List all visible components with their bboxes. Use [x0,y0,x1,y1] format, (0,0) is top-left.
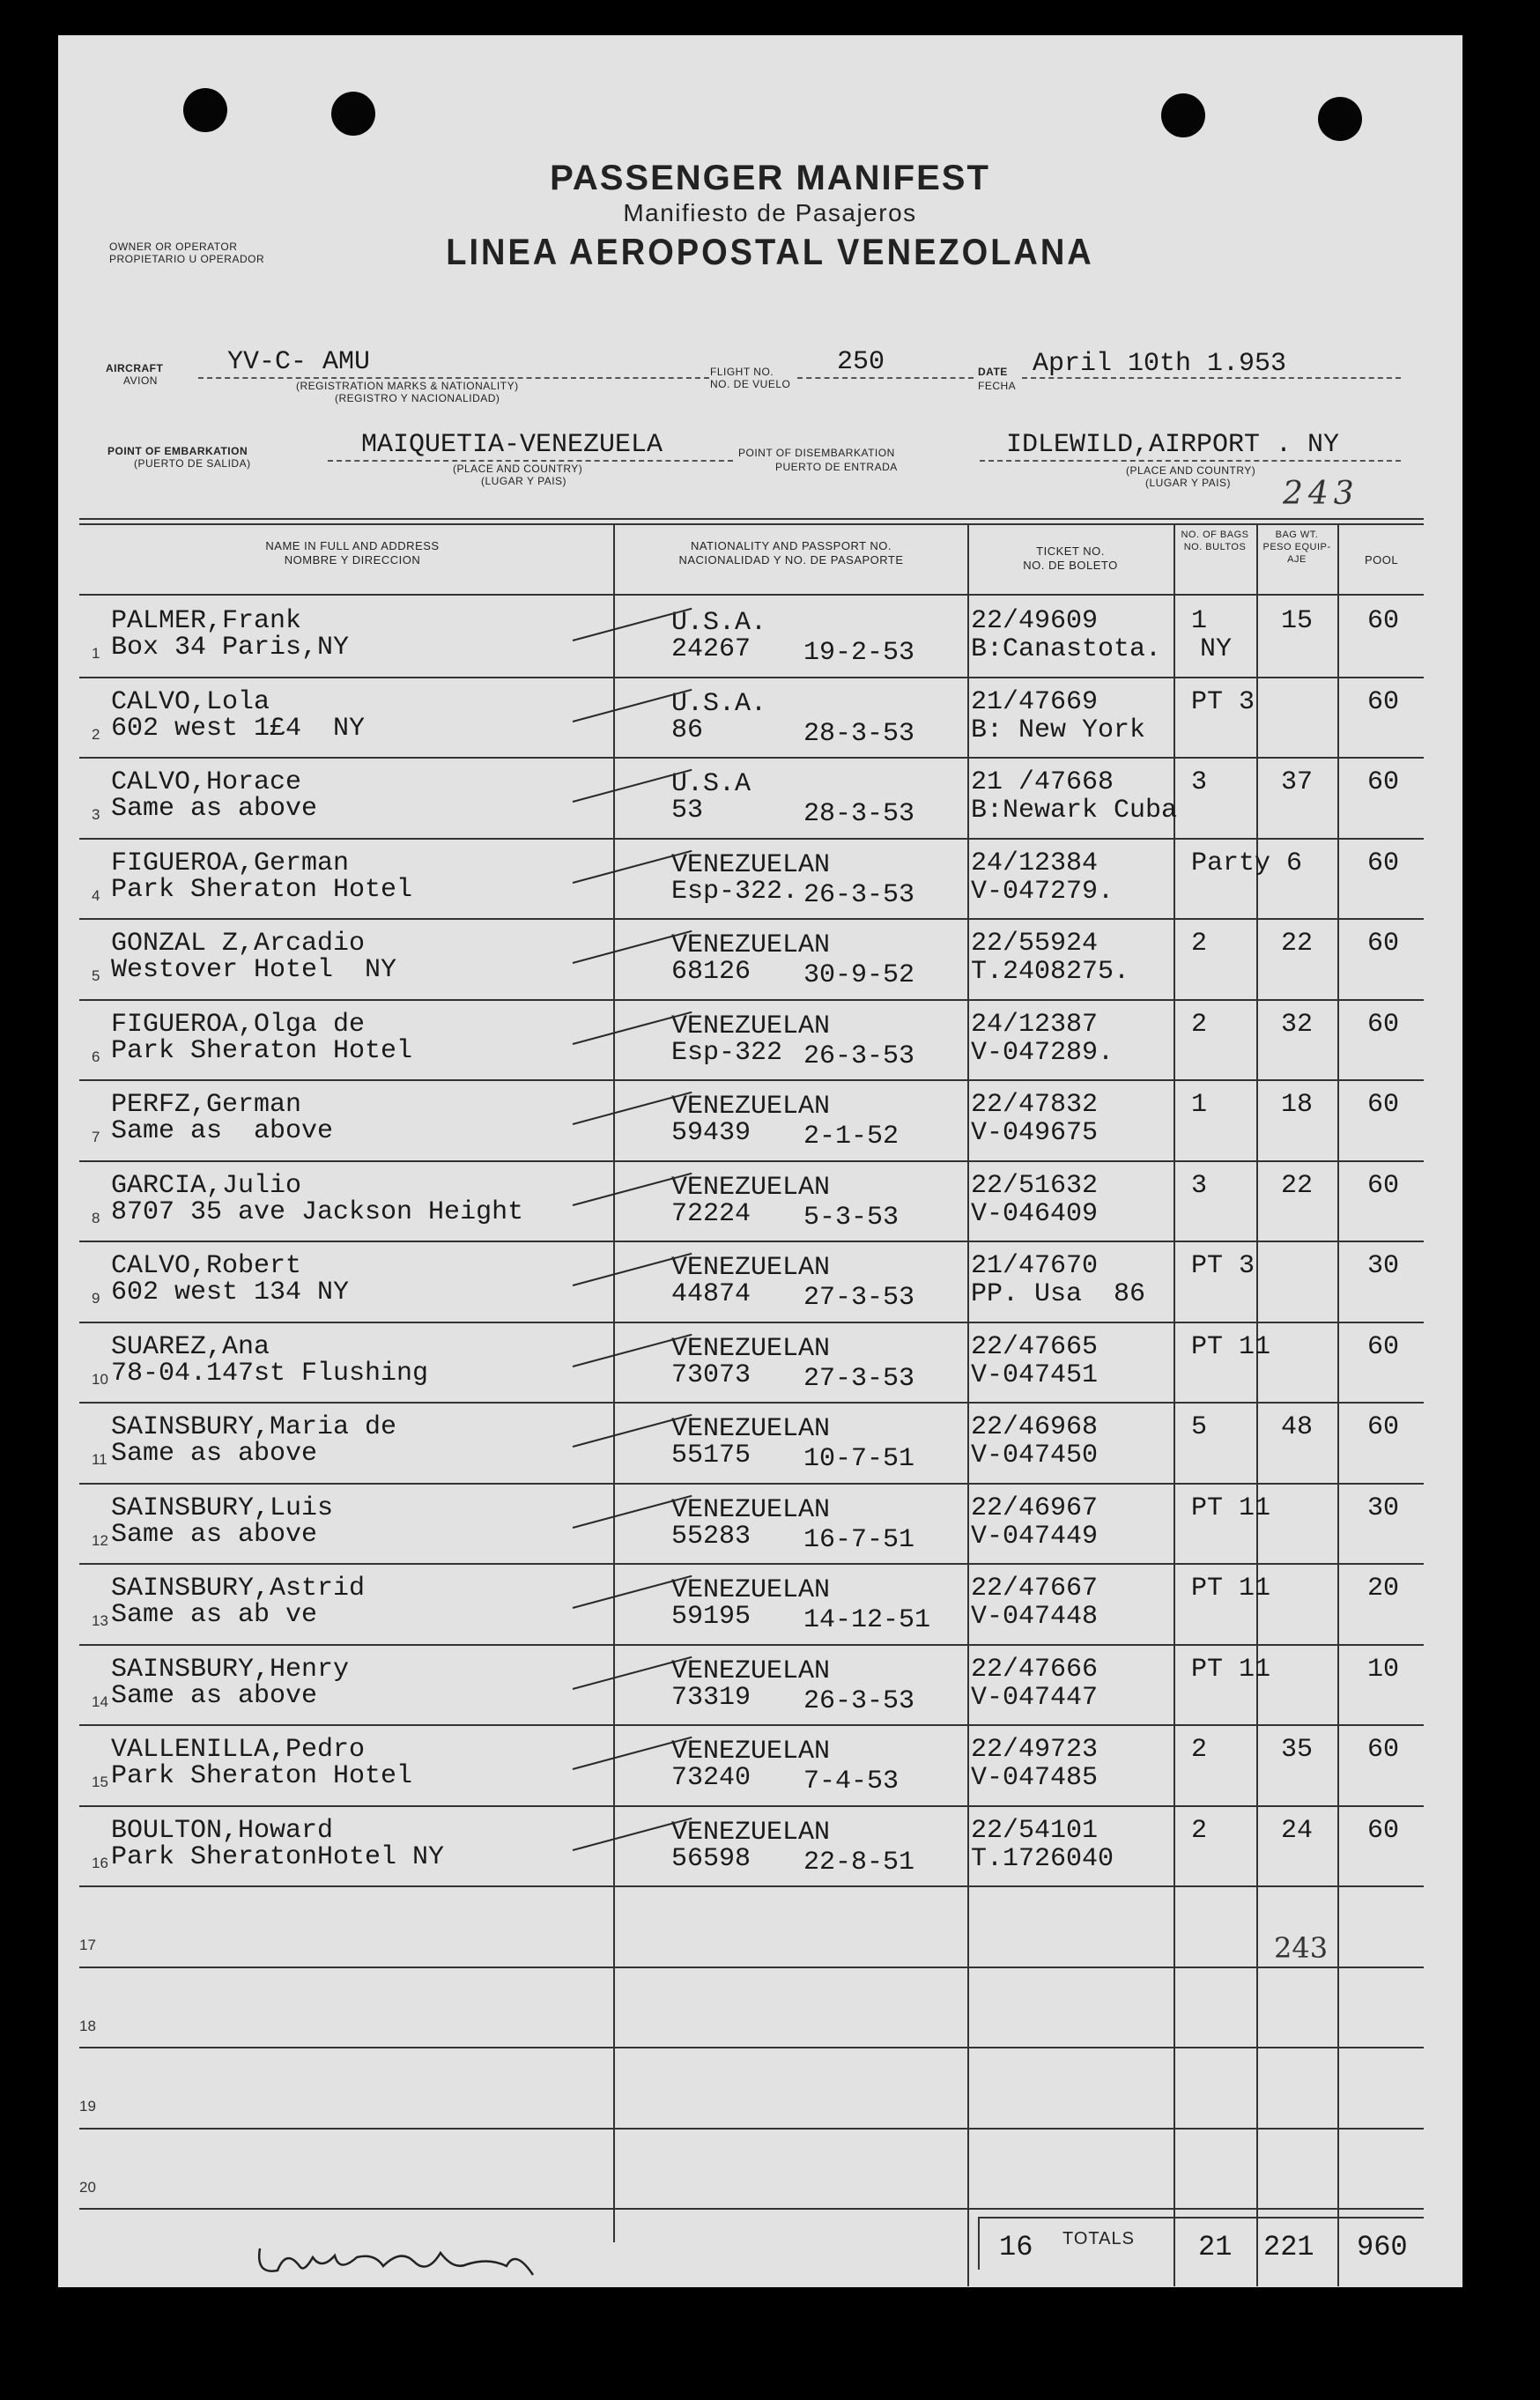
passport-no: 73319 [671,1682,751,1713]
bag-count: 2 [1191,1815,1208,1846]
row-number: 15 [92,1774,108,1790]
col-header-nationality: NATIONALITY AND PASSPORT NO. NACIONALIDAD Y NO. DE PASAPORTE [678,539,904,567]
total-passengers: 16 [999,2231,1033,2263]
disembark-label: POINT OF DISEMBARKATION [738,447,895,459]
passenger-name: SAINSBURY,Maria de [111,1412,397,1442]
pool-value: 60 [1367,848,1400,878]
passport-no: 53 [671,796,704,826]
date-value: April 10th 1.953 [1033,349,1287,379]
ticket-no: 22/49609 [971,606,1099,636]
bag-weight: 22 [1281,1170,1314,1201]
passport-date: 22-8-51 [803,1847,915,1878]
aircraft-label: AIRCRAFT [106,362,164,374]
nationality: VENEZUELAN [671,930,831,960]
row-number: 12 [92,1531,108,1549]
punch-hole-1 [183,88,227,132]
nationality: VENEZUELAN [671,1575,831,1605]
ticket-no: 22/46967 [971,1493,1099,1523]
bag-weight: 15 [1281,606,1314,636]
passenger-name: SAINSBURY,Astrid [111,1574,366,1604]
passport-date: 2-1-52 [803,1122,900,1152]
passport-no: 24267 [671,634,751,664]
passport-no: 55283 [671,1521,751,1552]
passenger-address: Same as above [111,794,318,824]
ticket-origin: B: New York [971,715,1146,745]
ticket-no: 24/12384 [971,848,1099,878]
row-number: 18 [79,2017,96,2034]
pool-value: 60 [1367,606,1400,636]
ticket-no: 22/46968 [971,1412,1099,1442]
bag-count: 3 [1191,1170,1208,1201]
passport-date: 28-3-53 [803,799,915,829]
pool-value: 60 [1367,1412,1400,1442]
bag-weight: 48 [1281,1412,1314,1442]
ticket-origin: PP. Usa 86 [971,1279,1146,1309]
bag-count: 2 [1191,929,1208,959]
passport-no: 56598 [671,1843,751,1874]
ticket-no: 22/51632 [971,1170,1099,1201]
ticket-no: 22/47666 [971,1654,1099,1685]
nationality: U.S.A [671,769,751,799]
ticket-origin: T.2408275. [971,957,1130,987]
pool-value: 60 [1367,1735,1400,1765]
passenger-name: CALVO,Robert [111,1251,302,1281]
passenger-name: SAINSBURY,Henry [111,1654,350,1685]
row-number: 6 [92,1048,100,1065]
ticket-origin: V-047279. [971,876,1114,907]
bag-count: 5 [1191,1412,1208,1442]
ticket-no: 22/47832 [971,1090,1099,1120]
embark-place-note-es: (LUGAR Y PAIS) [481,475,567,487]
punch-hole-3 [1161,93,1205,137]
col-header-ticket: TICKET NO. NO. DE BOLETO [1023,544,1118,572]
passenger-name: CALVO,Horace [111,767,302,797]
passenger-address: Box 34 Paris,NY [111,633,350,663]
passport-no: Esp-322. [671,876,799,907]
passport-no: 59195 [671,1602,751,1632]
passport-date: 7-4-53 [803,1767,900,1796]
passport-no: 44874 [671,1279,751,1309]
total-weight: 221 [1263,2231,1314,2263]
owner-label-es: PROPIETARIO U OPERADOR [109,253,265,265]
page-title: PASSENGER MANIFEST [550,159,990,197]
ticket-origin: V-046409 [971,1198,1099,1229]
handwritten-total: 243 [1283,476,1359,512]
bag-weight: 24 [1281,1815,1314,1846]
flight-no-label: FLIGHT NO. [710,366,774,378]
passenger-address: Same as above [111,1680,318,1711]
embark-label: POINT OF EMBARKATION [107,445,248,457]
disembark-label-es: PUERTO DE ENTRADA [775,461,898,473]
disembark-value: IDLEWILD,AIRPORT . NY [1006,430,1340,460]
col-header-name: NAME IN FULL AND ADDRESS NOMBRE Y DIRECCION [265,539,440,567]
passenger-name: CALVO,Lola [111,686,270,717]
embark-value: MAIQUETIA-VENEZUELA [361,430,663,460]
ticket-origin: V-047449 [971,1521,1099,1552]
totals-label: TOTALS [1062,2229,1135,2248]
row-number: 13 [92,1612,108,1629]
passport-date: 27-3-53 [803,1363,915,1394]
passport-no: 59439 [671,1118,751,1148]
owner-label: OWNER OR OPERATOR [109,241,238,253]
pool-value: 60 [1367,1815,1400,1846]
passenger-address: 8707 35 ave Jackson Height [111,1196,524,1227]
bag-weight: 32 [1281,1009,1314,1040]
registration-note-es: (REGISTRO Y NACIONALIDAD) [335,392,500,404]
row-number: 10 [92,1370,108,1388]
ticket-origin: V-047447 [971,1682,1099,1713]
nationality: U.S.A. [671,608,767,638]
passport-date: 14-12-51 [803,1605,931,1635]
row-number: 4 [92,886,100,904]
total-bags: 21 [1198,2231,1233,2263]
row-number: 8 [92,1209,100,1226]
passenger-address: 602 west 134 NY [111,1278,350,1307]
bag-weight: 18 [1281,1090,1314,1120]
nationality: VENEZUELAN [671,1737,831,1767]
page-subtitle: Manifiesto de Pasajeros [623,199,917,226]
passenger-name: FIGUEROA,Olga de [111,1009,366,1040]
nationality: VENEZUELAN [671,849,831,880]
nationality: VENEZUELAN [671,1414,831,1444]
nationality: VENEZUELAN [671,1011,831,1041]
bag-count: Party 6 [1191,848,1303,878]
passenger-name: GONZAL Z,Arcadio [111,929,366,959]
passport-no: Esp-322 [671,1037,783,1068]
flight-no-label-es: NO. DE VUELO [710,378,791,390]
passenger-name: PERFZ,German [111,1090,302,1120]
passport-no: 72224 [671,1198,751,1229]
passenger-name: GARCIA,Julio [111,1170,302,1201]
passenger-name: FIGUEROA,German [111,848,350,878]
bag-weight: 35 [1281,1735,1314,1765]
date-label-es: FECHA [978,380,1017,392]
bag-note: NY [1200,634,1233,664]
passenger-name: BOULTON,Howard [111,1815,334,1846]
passport-date: 30-9-52 [803,960,915,990]
pool-value: 60 [1367,1170,1400,1201]
row-number: 20 [79,2178,96,2196]
ticket-origin: V-047448 [971,1602,1099,1632]
bag-count: PT 11 [1191,1493,1271,1523]
ticket-origin: V-047289. [971,1037,1114,1068]
total-pool: 960 [1357,2231,1408,2263]
passport-date: 19-2-53 [803,638,915,668]
pool-value: 60 [1367,1090,1400,1120]
ticket-origin: V-047485 [971,1763,1099,1793]
bag-weight: 37 [1281,767,1314,797]
pool-value: 30 [1367,1251,1400,1281]
passenger-name: SAINSBURY,Luis [111,1493,334,1523]
flight-no-value: 250 [837,347,885,377]
embark-place-note: (PLACE AND COUNTRY) [453,463,583,475]
bag-count: 2 [1191,1735,1208,1765]
passenger-address: Same as above [111,1439,318,1469]
passenger-address: Park SheratonHotel NY [111,1841,445,1872]
ticket-no: 22/47667 [971,1574,1099,1604]
punch-hole-2 [331,92,375,136]
col-header-bags: NO. OF BAGS NO. BULTOS [1181,530,1249,552]
pool-value: 20 [1367,1574,1400,1604]
ticket-origin: B:Canastota. [971,634,1162,664]
nationality: VENEZUELAN [671,1817,831,1848]
aircraft-label-es: AVION [123,374,158,387]
passenger-name: VALLENILLA,Pedro [111,1735,366,1765]
passport-date: 5-3-53 [803,1202,900,1233]
ticket-no: 24/12387 [971,1009,1099,1040]
signature [251,2231,568,2284]
row-number: 9 [92,1290,100,1307]
passport-no: 73073 [671,1359,751,1390]
passenger-address: 78-04.147st Flushing [111,1358,429,1389]
passport-date: 26-3-53 [803,1041,915,1071]
passport-no: 73240 [671,1763,751,1793]
bag-weight: 22 [1281,929,1314,959]
pool-value: 60 [1367,686,1400,717]
nationality: U.S.A. [671,688,767,719]
pool-value: 60 [1367,929,1400,959]
bag-count: PT 3 [1191,686,1255,717]
passport-date: 10-7-51 [803,1444,915,1474]
passenger-address: 602 west 1£4 NY [111,713,366,744]
passenger-address: Same as above [111,1116,334,1146]
nationality: VENEZUELAN [671,1172,831,1203]
nationality: VENEZUELAN [671,1092,831,1122]
passport-date: 26-3-53 [803,1685,915,1716]
passport-date: 28-3-53 [803,718,915,749]
ticket-origin: V-047451 [971,1359,1099,1390]
row-number: 17 [79,1937,96,1953]
embark-label-es: (PUERTO DE SALIDA) [134,457,251,470]
row-number: 5 [92,967,100,984]
nationality: VENEZUELAN [671,1333,831,1364]
ticket-no: 22/54101 [971,1815,1099,1846]
nationality: VENEZUELAN [671,1656,831,1686]
passenger-address: Westover Hotel NY [111,955,397,985]
passport-no: 55175 [671,1441,751,1470]
passenger-name: SUAREZ,Ana [111,1331,270,1362]
ticket-origin: T.1726040 [971,1843,1114,1874]
bag-count: 3 [1191,767,1208,797]
pool-value: 30 [1367,1493,1400,1523]
passport-no: 68126 [671,957,751,987]
ticket-no: 21/47669 [971,686,1099,717]
ticket-no: 21/47670 [971,1251,1099,1281]
passenger-address: Same as above [111,1519,318,1550]
row-number: 19 [79,2098,96,2115]
pool-value: 10 [1367,1654,1400,1685]
bag-count: PT 3 [1191,1251,1255,1281]
col-header-weight: BAG WT. PESO EQUIP-AJE [1262,530,1331,565]
ticket-origin: V-047450 [971,1441,1099,1470]
ticket-no: 21 /47668 [971,767,1114,797]
nationality: VENEZUELAN [671,1253,831,1283]
airline-name: LINEA AEROPOSTAL VENEZOLANA [446,232,1094,274]
passport-date: 16-7-51 [803,1524,915,1555]
ticket-origin: B:Newark Cuba [971,796,1178,826]
bag-count: 1 [1191,606,1208,636]
row-number: 11 [92,1451,107,1468]
passenger-name: PALMER,Frank [111,606,302,636]
ticket-no: 22/47665 [971,1331,1099,1362]
row-number: 1 [92,645,100,662]
passport-no: 86 [671,715,704,745]
bag-count: PT 11 [1191,1331,1271,1362]
disembark-place-note: (PLACE AND COUNTRY) [1126,464,1256,477]
weight-subtotal: 243 [1274,1931,1329,1965]
pool-value: 60 [1367,1009,1400,1040]
bag-count: PT 11 [1191,1654,1271,1685]
passport-date: 26-3-53 [803,879,915,910]
row-number: 7 [92,1129,100,1145]
ticket-no: 22/49723 [971,1735,1099,1765]
aircraft-value: YV-C- AMU [227,347,371,377]
pool-value: 60 [1367,767,1400,797]
row-number: 14 [92,1693,108,1710]
date-label: DATE [978,366,1008,378]
bag-count: 2 [1191,1009,1208,1040]
ticket-no: 22/55924 [971,929,1099,959]
nationality: VENEZUELAN [671,1494,831,1525]
passport-date: 27-3-53 [803,1283,915,1313]
disembark-place-note-es: (LUGAR Y PAIS) [1145,477,1232,489]
registration-note: (REGISTRATION MARKS & NATIONALITY) [296,380,519,392]
passenger-address: Park Sheraton Hotel [111,874,413,905]
row-number: 16 [92,1854,108,1871]
bag-count: PT 11 [1191,1574,1271,1604]
col-header-pool: POOL [1364,553,1399,567]
passenger-address: Same as ab ve [111,1600,318,1630]
row-number: 3 [92,806,100,823]
ticket-origin: V-049675 [971,1118,1099,1148]
bag-count: 1 [1191,1090,1208,1120]
passenger-address: Park Sheraton Hotel [111,1035,413,1066]
pool-value: 60 [1367,1331,1400,1362]
punch-hole-4 [1318,97,1362,141]
passenger-address: Park Sheraton Hotel [111,1761,413,1791]
row-number: 2 [92,725,100,743]
